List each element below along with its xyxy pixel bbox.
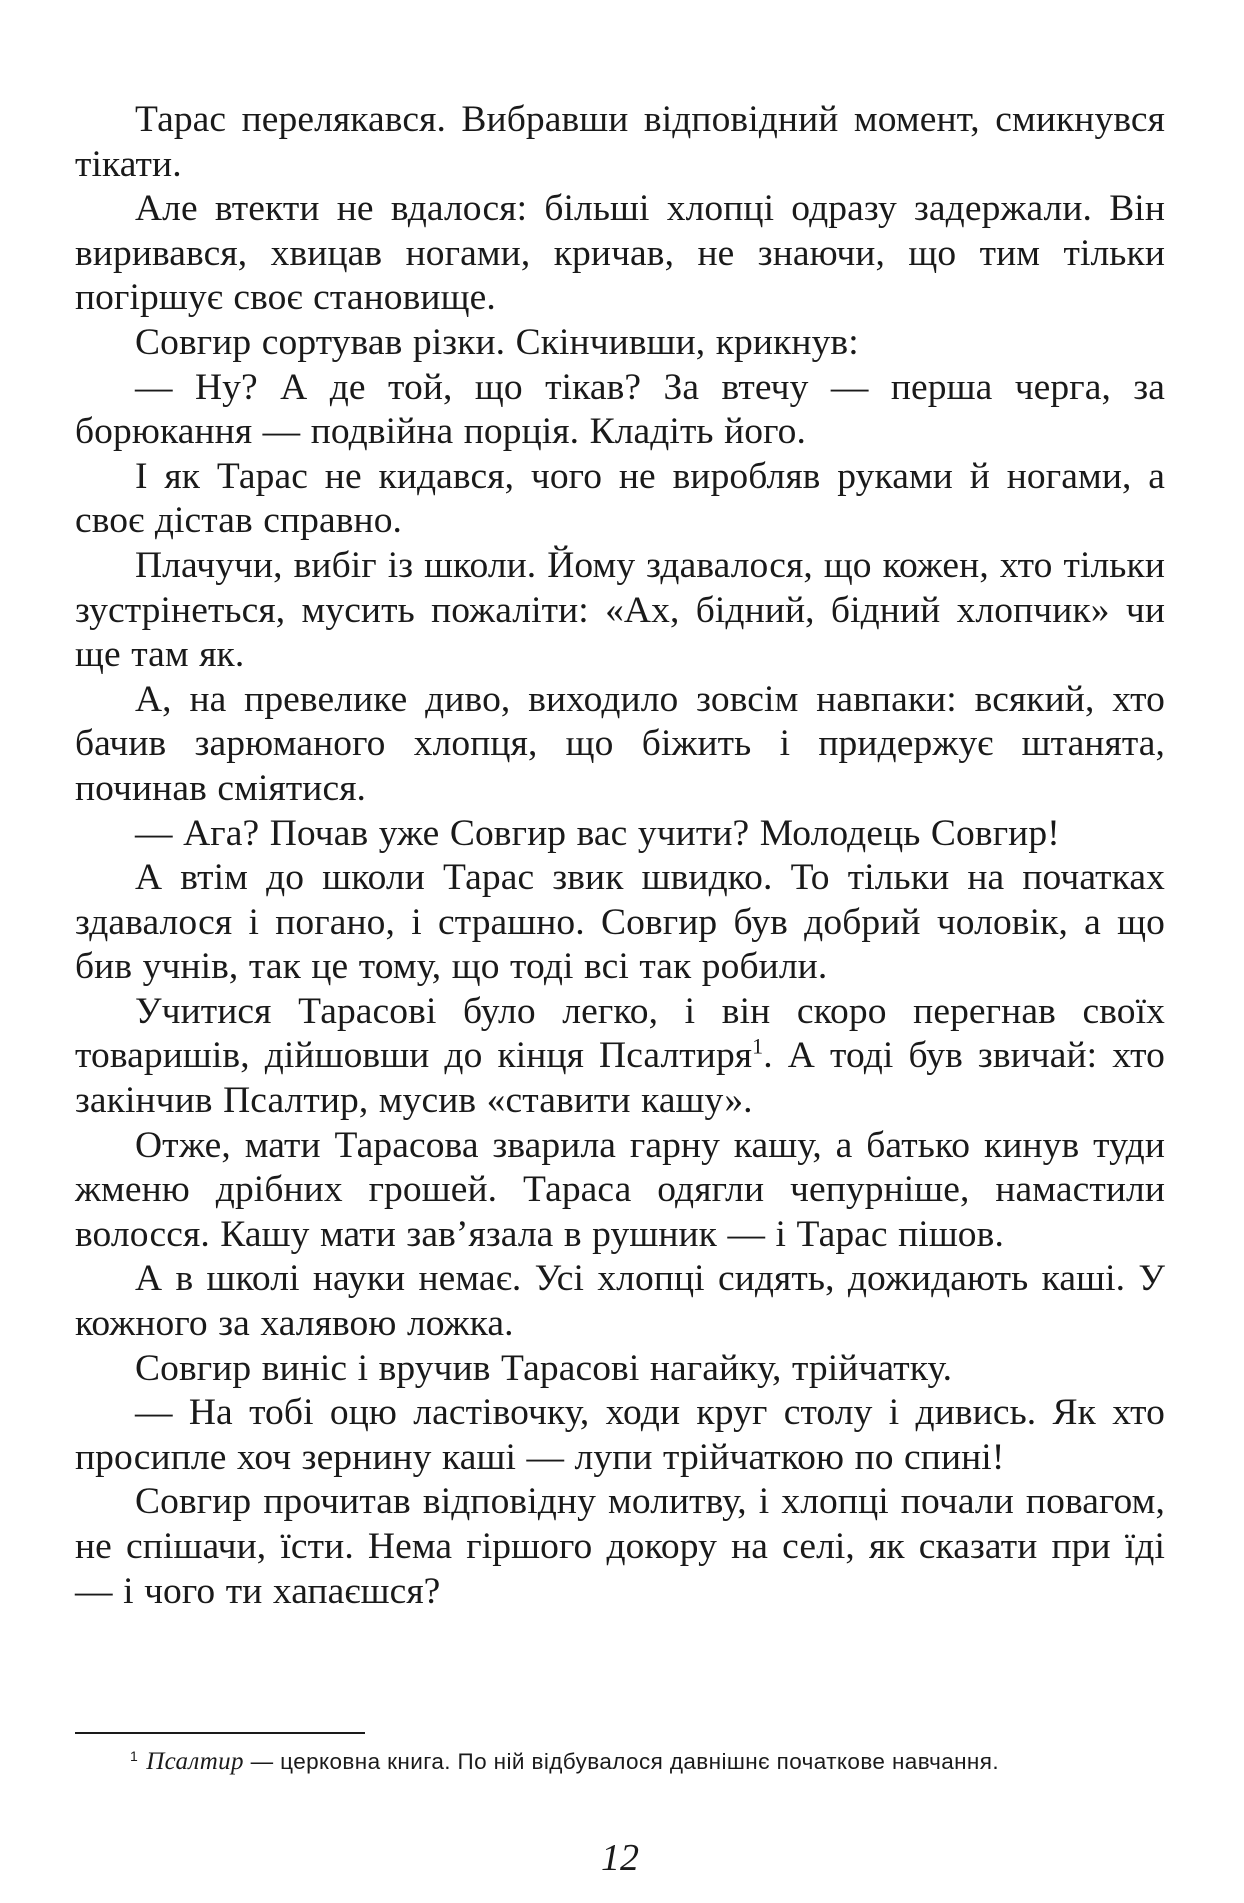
page-number: 12 — [601, 1837, 639, 1879]
paragraph: А втім до школи Тарас звик швидко. То тільки на початках здавалося і погано, і страшно. Совгир був добрий чоловік, а що бив учнів, так це тому, що тоді всі так робили. — [75, 857, 1165, 988]
paragraph: — Ну? А де той, що тікав? За втечу — перша черга, за борюкання — подвійна порція. Кладіть його. — [75, 366, 1165, 453]
footnote-mark: 1 — [130, 1747, 139, 1764]
paragraph: Совгир сортував різки. Скінчивши, крикнув: — [135, 321, 859, 363]
paragraph: Отже, мати Тарасова зварила гарну кашу, а батько кинув туди жменю дрібних грошей. Тараса одягли чепурніше, намастили волосся. Кашу мати зав’язала в рушник — і Тарас пішов. — [75, 1124, 1165, 1255]
paragraph-text-after-note: . А тоді був звичай: хто закінчив Псалтир, мусив «ставити кашу». — [75, 1035, 1165, 1122]
footnote — [75, 1744, 1165, 1779]
paragraph: Тарас перелякався. Вибравши відповідний момент, смикнувся тікати. — [75, 99, 1165, 185]
paragraph: А в школі науки немає. Усі хлопці сидять, дожидають каші. У кожного за халявою ложка. — [75, 1258, 1165, 1345]
paragraph: Совгир виніс і вручив Тарасові нагайку, трійчатку. — [135, 1347, 953, 1389]
paragraph: Але втекти не вдалося: більші хлопці одразу задержали. Він виривався, хвицав ногами, кричав, не знаючи, що тим тільки погіршує своє становище. — [75, 188, 1165, 319]
paragraph: Совгир прочитав відповідну молитву, і хлопці почали повагом, не спішачи, їсти. Нема гіршого докору на селі, як сказати при їді — і чого ти хапаєшся? — [75, 1481, 1165, 1612]
paragraph: І як Тарас не кидався, чого не виробляв руками й ногами, а своє дістав справно. — [75, 455, 1165, 542]
paragraph: — Ага? Почав уже Совгир вас учити? Молодець Совгир! — [135, 812, 1060, 854]
footnote-reference: 1 — [752, 1033, 764, 1059]
book-page — [75, 98, 1165, 1879]
footnote-divider — [75, 1732, 365, 1734]
main-text — [75, 98, 1165, 1614]
paragraph: А, на превелике диво, виходило зовсім навпаки: всякий, хто бачив зарюманого хлопця, що біжить і придержує штанята, починав сміятися. — [75, 678, 1165, 809]
paragraph-text-before-note: Учитися Тарасові було легко, і він скоро перегнав своїх товаришів, дійшовши до кінця Псалтиря — [75, 990, 1165, 1077]
paragraph: — На тобі оцю ластівочку, ходи круг столу і дивись. Як хто просипле хоч зернину каші — лупи трійчаткою по спині! — [75, 1392, 1165, 1478]
footnote-text: — церковна книга. По ній відбувалося давнішнє початкове навчання. — [243, 1749, 999, 1774]
footnote-term: Псалтир — [146, 1748, 244, 1775]
paragraph-with-footnote — [75, 990, 1165, 1124]
paragraph: Плачучи, вибіг із школи. Йому здавалося, що кожен, хто тільки зустрінеться, мусить пожаліти: «Ах, бідний, бідний хлопчик» чи ще там як. — [75, 544, 1165, 676]
